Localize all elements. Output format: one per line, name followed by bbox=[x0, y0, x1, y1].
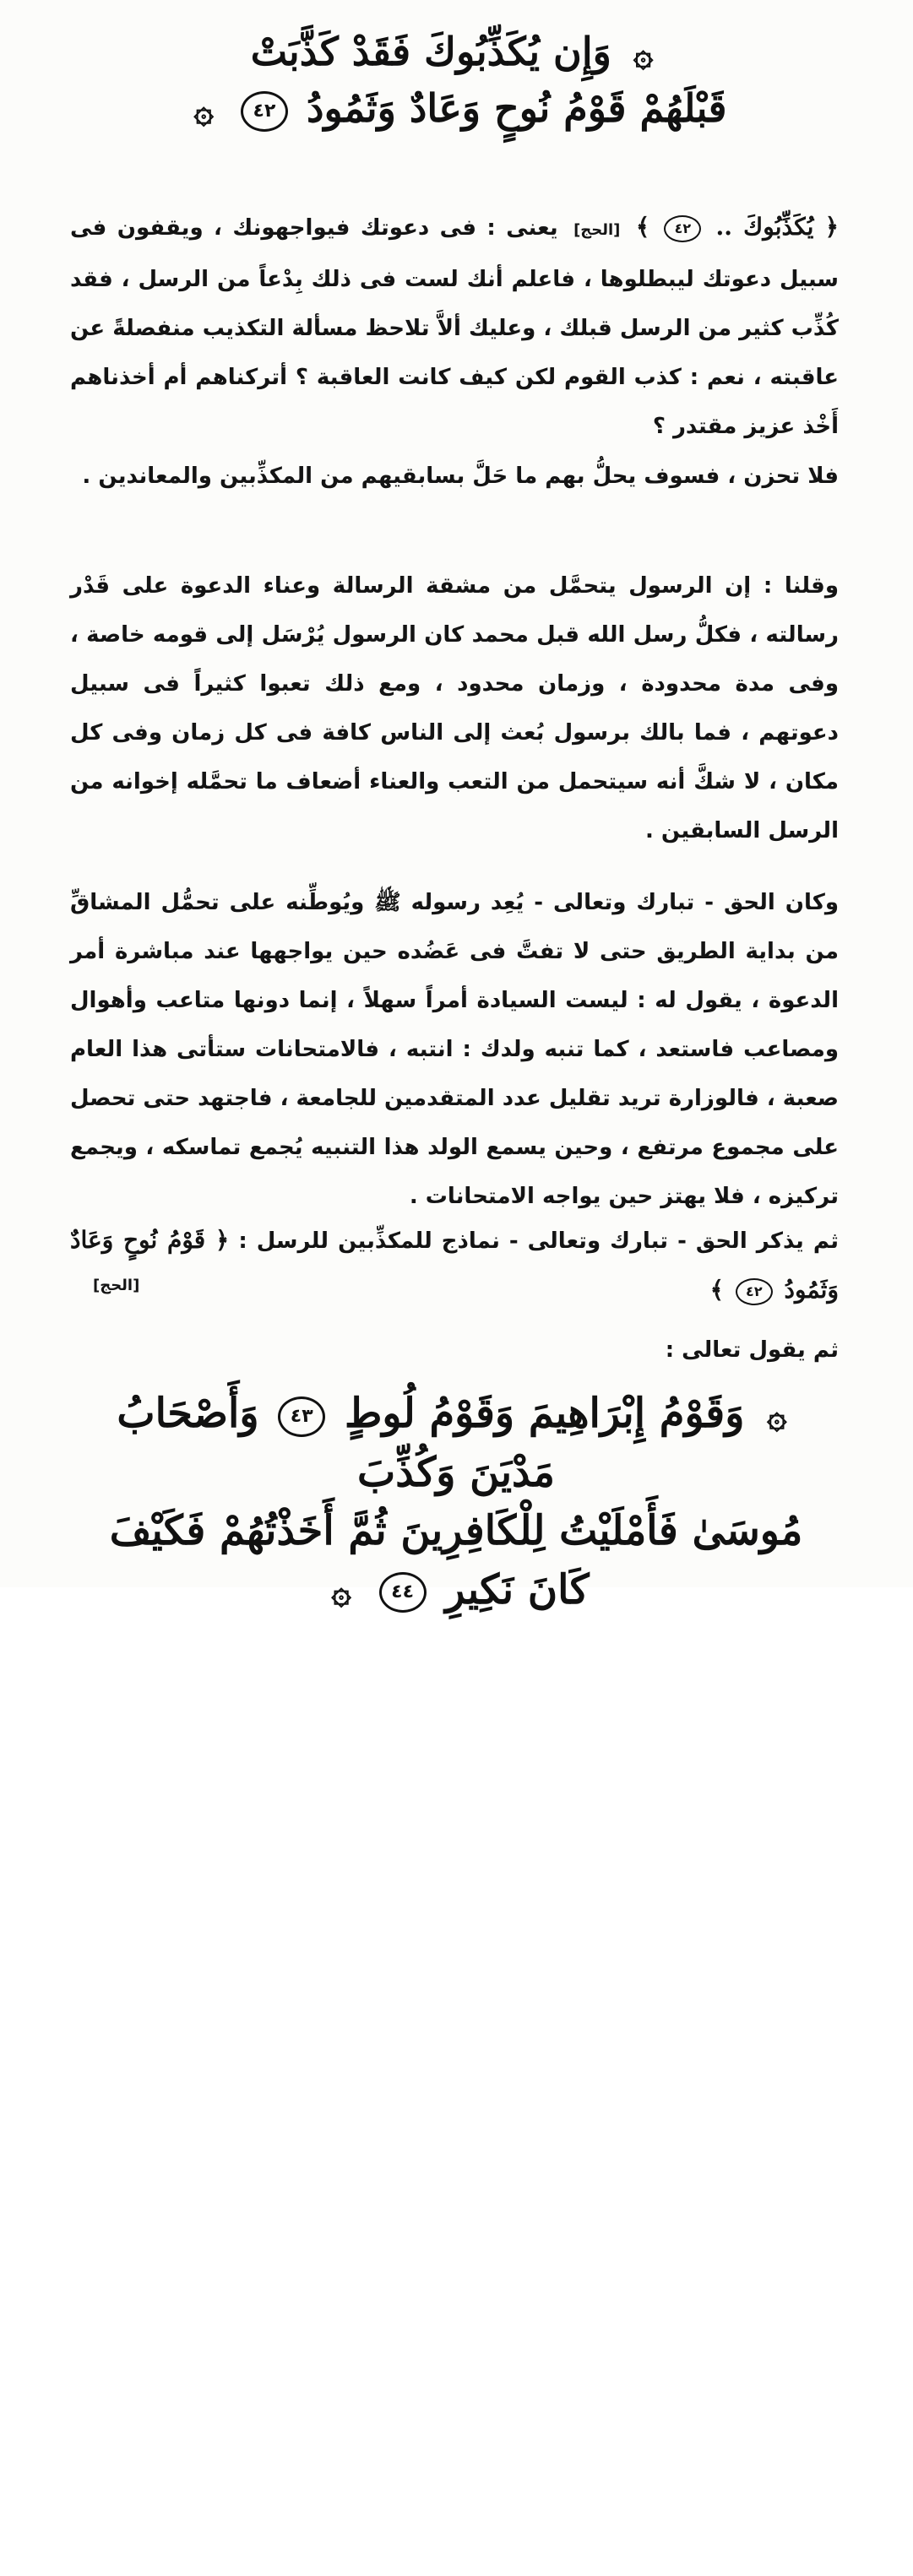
ornament-icon: ۞ bbox=[633, 35, 654, 74]
verse-bottom-line2: مُوسَىٰ فَأَمْلَيْتُ لِلْكَافِرِينَ ثُمَّ أَخَذْتُهُمْ فَكَيْفَ bbox=[109, 1507, 803, 1555]
paragraph-5 bbox=[70, 1216, 839, 1315]
verse-top bbox=[127, 24, 785, 136]
paragraph-2 bbox=[70, 452, 839, 501]
paragraph-1-text: يعنى : فى دعوتك فيواجهونك ، ويقفون فى سبيل دعوتك ليبطلوها ، فاعلم أنك لست فى ذلك بِدْعاً من الرسل ، فقد كُذِّب كثير من الرسل قبلك ، وعليك ألاَّ تلاحظ مسألة التكذيب منفصلةً عن عاقبته ، نعم : كذب القوم لكن كيف كانت العاقبة ؟ أتركناهم أم أخذناهم أَخْذ عزيز مقتدر ؟ bbox=[70, 215, 839, 439]
paragraph-6-text: ثم يقول تعالى : bbox=[665, 1337, 839, 1363]
paragraph-3-text: وقلنا : إن الرسول يتحمَّل من مشقة الرسالة وعناء الدعوة على قَدْر رسالته ، فكلُّ رسل الله قبل محمد كان الرسول يُرْسَل إلى قومه خاصة ، وفى مدة محدودة ، وزمان محدود ، ومع ذلك تعبوا كثيراً فى سبيل دعوتهم ، فما بالك برسول بُعث إلى الناس كافة فى كل زمان وفى كل مكان ، لا شكَّ أنه سيتحمل من التعب والعناء أضعاف ما تحمَّله إخوانه من الرسل السابقين . bbox=[70, 573, 839, 843]
paragraph-3 bbox=[70, 561, 839, 855]
paragraph-5-text: ثم يذكر الحق - تبارك وتعالى - نماذج للمكذِّبين للرسل : bbox=[229, 1228, 839, 1254]
verse-number-badge: ٤٢ bbox=[664, 215, 701, 242]
verse-top-line1-text: وَإِن يُكَذِّبُوكَ فَقَدْ كَذَّبَتْ bbox=[250, 29, 611, 74]
verse-bottom-line3-text: كَانَ نَكِيرِ bbox=[445, 1565, 590, 1613]
verse-top-line1 bbox=[127, 24, 785, 80]
verse-bottom bbox=[101, 1385, 811, 1619]
verse-number-badge: ٤٣ bbox=[278, 1396, 325, 1437]
ornament-icon: ۞ bbox=[767, 1396, 787, 1436]
verse-number-badge: ٤٢ bbox=[736, 1278, 773, 1305]
verse-bottom-line1b: وَأَصْحَابُ مَدْيَنَ وَكُذِّبَ bbox=[117, 1390, 555, 1496]
paragraph-2-text: فلا تحزن ، فسوف يحلُّ بهم ما حَلَّ بسابقيهم من المكذِّبين والمعاندين . bbox=[82, 464, 839, 489]
verse-top-line2 bbox=[127, 80, 785, 137]
verse-top-line2-text: قَبْلَهُمْ قَوْمُ نُوحٍ وَعَادٌ وَثَمُودُ bbox=[306, 84, 727, 131]
surah-label: [الحج] bbox=[93, 1277, 140, 1294]
ornament-icon: ۞ bbox=[193, 90, 214, 131]
verse-bottom-line1 bbox=[101, 1385, 811, 1502]
verse-bottom-line1a: وَقَوْمُ إِبْرَاهِيمَ وَقَوْمُ لُوطٍ bbox=[344, 1390, 745, 1437]
paragraph-1 bbox=[70, 203, 839, 451]
paragraph-4-text: وكان الحق - تبارك وتعالى - يُعِد رسوله ﷺ ويُوطِّنه على تحمُّل المشاقِّ من بداية الطريق حتى لا تفتَّ فى عَضُده حين يواجهها عند مباشرة أمر الدعوة ، يقول له : ليست السيادة أمراً سهلاً ، إنما دونها متاعب وأهوال ومصاعب فاستعد ، كما تنبه ولدك : انتبه ، فالامتحانات ستأتى هذا العام صعبة ، فالوزارة تريد تقليل عدد المتقدمين للجامعة ، فاجتهد حتى تحصل على مجموع مرتفع ، وحين يسمع الولد هذا التنبيه يُجمع تماسكه ، ويجمع تركيزه ، فلا يهتز حين يواجه الامتحانات . bbox=[70, 890, 839, 1209]
surah-label: [الحج] bbox=[573, 221, 621, 239]
quote-end: ﴾ bbox=[635, 213, 661, 241]
quote-text: ﴿ يُكَذِّبُوكَ .. bbox=[704, 213, 840, 241]
quote-end: ﴾ bbox=[709, 1276, 732, 1304]
paragraph-4 bbox=[70, 878, 839, 1221]
verse-number-badge: ٤٤ bbox=[379, 1572, 427, 1613]
ornament-icon: ۞ bbox=[331, 1572, 351, 1613]
paragraph-6 bbox=[70, 1326, 839, 1375]
quote-text: ﴿ قَوْمُ نُوحٍ وَعَادٌ وَثَمُودُ bbox=[70, 1226, 839, 1304]
verse-bottom-line3 bbox=[101, 1561, 811, 1620]
verse-number-badge: ٤٢ bbox=[241, 91, 288, 132]
